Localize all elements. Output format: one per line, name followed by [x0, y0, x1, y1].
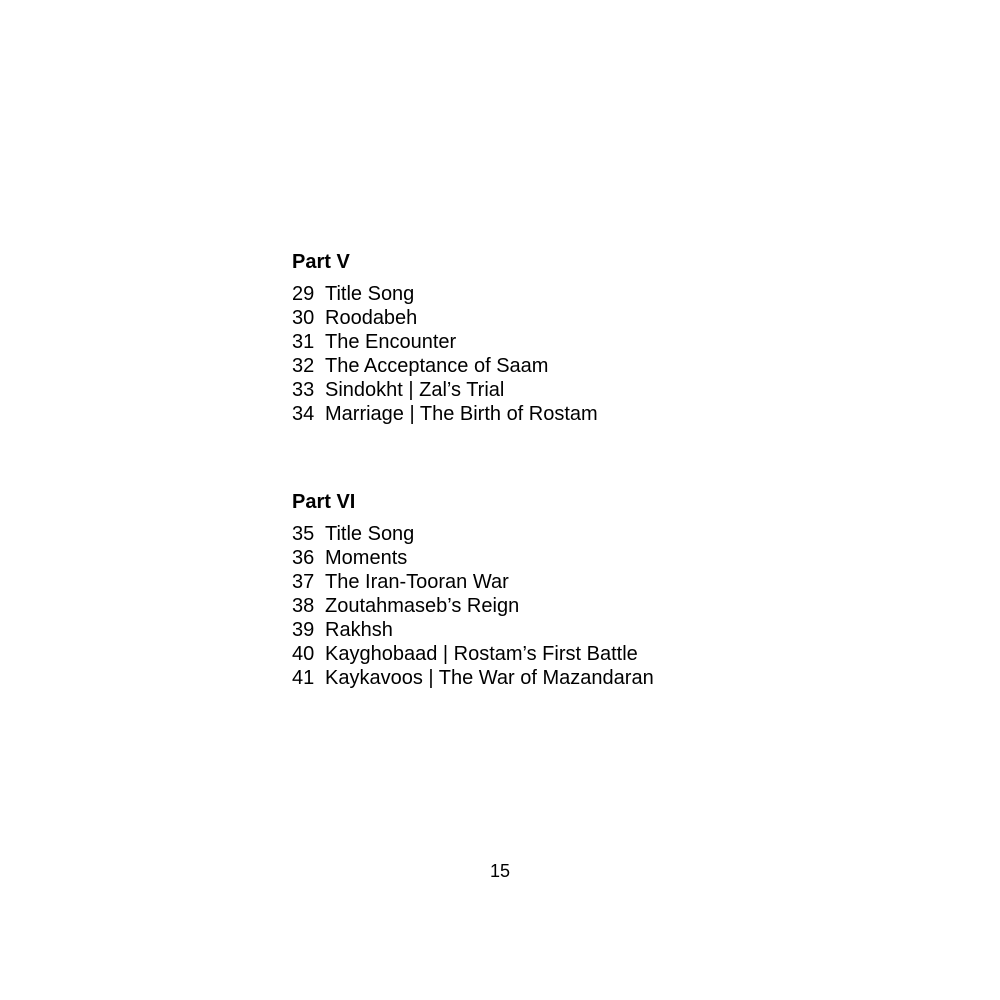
track-number: 37: [292, 571, 315, 593]
track-title: The Acceptance of Saam: [325, 355, 549, 377]
track-item: [292, 642, 654, 666]
track-item: [292, 306, 598, 330]
track-number: 39: [292, 619, 315, 641]
page-number: 15: [489, 861, 511, 881]
track-number: 38: [292, 595, 315, 617]
track-item: [292, 354, 598, 378]
track-item: [292, 522, 654, 546]
track-list: [292, 522, 654, 690]
track-item: [292, 330, 598, 354]
track-title: The Encounter: [325, 331, 457, 353]
track-number: 29: [292, 283, 315, 305]
track-item: [292, 402, 598, 426]
section-title: Part VI: [292, 491, 356, 513]
section-part-v: [292, 250, 598, 426]
track-item: [292, 666, 654, 690]
section-title: Part V: [292, 251, 350, 273]
track-title: Moments: [325, 547, 408, 569]
section-part-vi: [292, 490, 654, 690]
track-title: Title Song: [325, 523, 415, 545]
track-number: 35: [292, 523, 315, 545]
track-item: [292, 570, 654, 594]
track-title: Kaykavoos | The War of Mazandaran: [325, 667, 654, 689]
track-number: 33: [292, 379, 315, 401]
track-item: [292, 282, 598, 306]
track-list: [292, 282, 598, 426]
track-title: Title Song: [325, 283, 415, 305]
track-number: 32: [292, 355, 315, 377]
track-title: The Iran-Tooran War: [325, 571, 509, 593]
track-number: 41: [292, 667, 315, 689]
track-item: [292, 618, 654, 642]
track-title: Marriage | The Birth of Rostam: [325, 403, 598, 425]
track-item: [292, 378, 598, 402]
track-title: Kayghobaad | Rostam’s First Battle: [325, 643, 638, 665]
track-number: 34: [292, 403, 315, 425]
track-item: [292, 546, 654, 570]
track-item: [292, 594, 654, 618]
track-number: 40: [292, 643, 315, 665]
track-title: Roodabeh: [325, 307, 418, 329]
track-number: 36: [292, 547, 315, 569]
track-title: Sindokht | Zal’s Trial: [325, 379, 505, 401]
track-title: Rakhsh: [325, 619, 393, 641]
track-number: 31: [292, 331, 315, 353]
track-number: 30: [292, 307, 315, 329]
track-title: Zoutahmaseb’s Reign: [325, 595, 520, 617]
